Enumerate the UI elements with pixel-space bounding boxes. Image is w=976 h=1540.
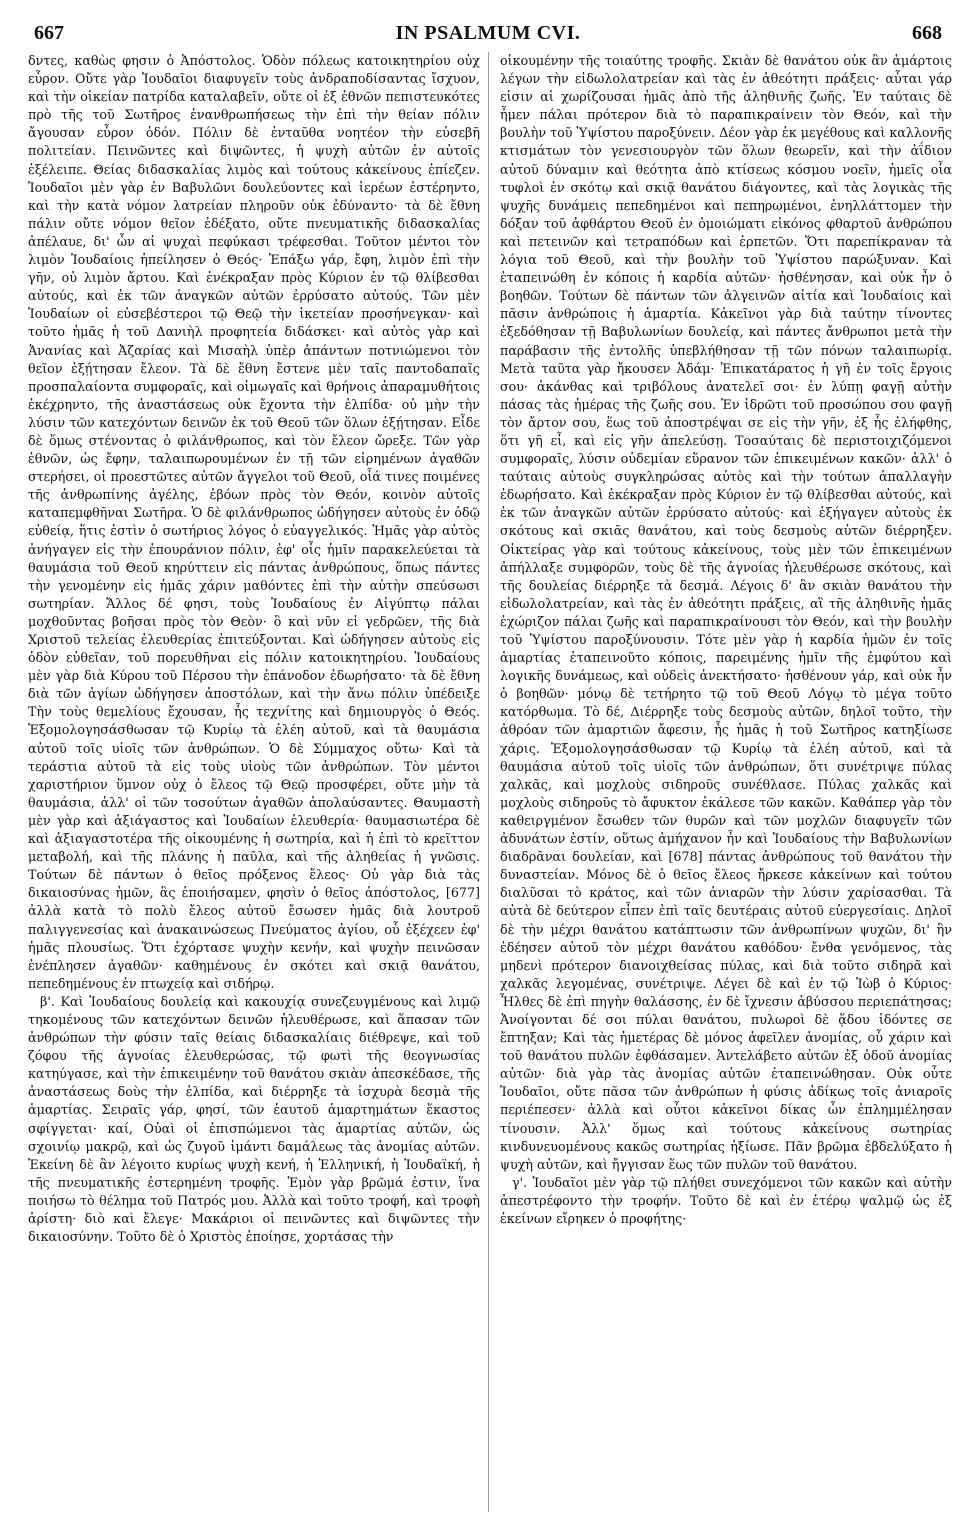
column-divider <box>488 52 489 1512</box>
running-title: IN PSALMUM CVI. <box>395 22 581 44</box>
page-header <box>20 20 956 50</box>
right-paragraph-1: οἰκουμένην τῆς τοιαύτης τροφῆς. Σκιὰν δὲ θανάτου οὐκ ἂν ἁμάρτοις λέγων τὴν εἰδωλολατρείαν καὶ τὰς ἐν ἀθεότητι πράξεις· αὗται γάρ εἰσιν αἱ χωρίζουσαι ἡμᾶς ἀπὸ τῆς ἀληθινῆς ζωῆς. Ἐν ταύταις δὲ ἦμεν πάλαι πρότερον διὰ τὸ παραπικραίνειν τὸν Θεόν, καὶ τὴν βουλὴν τοῦ Ὑψίστου παροξύνειν. Δέον γὰρ ἐκ μεγέθους καὶ καλλονῆς κτισμάτων τὸν γενεσιουργὸν τῶν ὅλων θεωρεῖν, καὶ τὴν ἀΐδιον αὐτοῦ δύναμιν καὶ θεότητα ἀπὸ κτίσεως κόσμου νοεῖν, ἡμεῖς οἷα τυφλοὶ ἐν σκότῳ καὶ σκιᾷ θανάτου διάγοντες, καὶ τὰς λογικὰς τῆς ψυχῆς δυνάμεις πεπεδημένοι καὶ πεπηρωμένοι, ἐνηλλάττομεν τὴν δόξαν τοῦ ἀφθάρτου Θεοῦ ἐν ὁμοιώματι εἰκόνος φθαρτοῦ ἀνθρώπου καὶ πετεινῶν καὶ τετραπόδων καὶ ἑρπετῶν. Ὅτι παρεπίκραναν τὰ λόγια τοῦ Θεοῦ, καὶ τὴν βουλὴν τοῦ Ὑψίστου παρώξυναν. Καὶ ἐταπεινώθη ἐν κόποις ἡ καρδία αὐτῶν· ἠσθένησαν, καὶ οὐκ ἦν ὁ βοηθῶν. Τούτων δὲ πάντων τῶν ἀλγεινῶν αἰτία καὶ Ἰουδαίοις καὶ πᾶσιν ἀνθρώποις ἡ ἁμαρτία. Κἀκεῖνοι γὰρ διὰ ταύτην τίνοντες ἐξεδόθησαν τῇ Βαβυλωνίων δουλείᾳ, καὶ πάντες ἄνθρωποι μετὰ τὴν παράβασιν τῆς ἐντολῆς ὑπεβλήθησαν τῇ τῶν πόνων ταλαιπωρίᾳ. Μετὰ ταῦτα γὰρ ἤκουσεν Ἀδάμ· Ἐπικατάρατος ἡ γῆ ἐν τοῖς ἔργοις σου· ἀκάνθας καὶ τριβόλους ἀνατελεῖ σοι· ἐν λύπῃ φαγῇ αὐτὴν πάσας τὰς ἡμέρας τῆς ζωῆς σου. Ἐν ἱδρῶτι τοῦ προσώπου σου φαγῇ τὸν ἄρτον σου, ἕως τοῦ ἀποστρέψαι σε εἰς τὴν γῆν, ἐξ ἧς ἐλήφθης, ὅτι γῆ εἶ, καὶ εἰς γῆν ἀπελεύσῃ. Τοσαύταις δὲ περιστοιχιζόμενοι συμφοραῖς, λύσιν οὐδεμίαν εὕρανον τῶν ἐπικειμένων κακῶν· ἀλλ' ὁ ταύταις αὐτοὺς συγκληρώσας αὐτὸς καὶ τὴν τούτων ἀπαλλαγὴν ἐδωρήσατο. Καὶ ἐκέκραξαν πρὸς Κύριον ἐν τῷ θλίβεσθαι αὐτούς, καὶ ἐκ τῶν ἀναγκῶν αὐτῶν ἐρρύσατο αὐτούς· καὶ ἐξήγαγεν αὐτοὺς ἐκ σκότους καὶ σκιᾶς θανάτου, καὶ τοὺς δεσμοὺς αὐτῶν διέρρηξεν. Οἰκτείρας γὰρ καὶ τούτους κἀκείνους, τοὺς μὲν τῶν ἐπικειμένων ἀπήλλαξε συμφορῶν, τοὺς δὲ τῆς ἀγνοίας ἠλευθέρωσε σκότους, καὶ τῆς δουλείας διέρρηξε τὰ δεσμά. Λέγοις δ' ἂν σκιὰν θανάτου τὴν εἰδωλολατρείαν, καὶ τὰς ἐν ἀθεότητι πράξεις, αἳ τῆς ἀληθινῆς ἡμᾶς ἐχώριζον πάλαι ζωῆς καὶ παραπικραίνουσι τὸν Θεόν, καὶ τὴν βουλὴν τοῦ Ὑψίστου παροξύνουσιν. Τότε μὲν γὰρ ἡ καρδία ἡμῶν ἐν τοῖς ἁμαρτίας ἐταπεινοῦτο κόποις, παρειμένης ἡμῖν τῆς ἐμφύτου καὶ λογικῆς δυνάμεως, καὶ οὐδεὶς ἀνεκτήσατο· ἠσθένουν γάρ, καὶ οὐκ ἦν ὁ βοηθῶν· μόνῳ δὲ τετήρητο τῷ τοῦ Θεοῦ Λόγῳ τὸ μέγα τοῦτο κατόρθωμα. Τὸ δέ, Διέρρηξε τοὺς δεσμοὺς αὐτῶν, δηλοῖ τοῦτο, τὴν ἀθρόαν τῶν ἁμαρτιῶν ἄφεσιν, ἧς ἡμᾶς ἡ τοῦ Σωτῆρος κατηξίωσε χάρις. Ἐξομολογησάσθωσαν τῷ Κυρίῳ τὰ ἐλέη αὐτοῦ, καὶ τὰ θαυμάσια αὐτοῦ τοῖς υἱοῖς τῶν ἀνθρώπων, ὅτι συνέτριψε πύλας χαλκᾶς, καὶ μοχλοὺς σιδηροῦς συνέθλασε. Πύλας χαλκᾶς καὶ μοχλοὺς σιδηροῦς τὸ ἄφυκτον ἐκάλεσε τῶν κακῶν. Καθάπερ γὰρ τὸν καθειργμένον ἔσωθεν τῶν θυρῶν καὶ τῶν μοχλῶν διαφυγεῖν τῶν ἀδυνάτων ἐστίν, οὕτως ἀμήχανον ἦν καὶ Ἰουδαίους τὴν Βαβυλωνίων διαδρᾶναι δουλείαν, καὶ [678] πάντας ἀνθρώπους τοῦ θανάτου τὴν δυναστείαν. Μόνος δὲ ὁ θεῖος ἔλεος ἤρκεσε κἀκείνων καὶ τούτου διαλῦσαι τὸ κράτος, καὶ τῶν ἀνιαρῶν τὴν λύσιν χαρίσασθαι. Τὰ αὐτὰ δὲ δεύτερον εἶπεν ἐπὶ ταῖς δευτέραις αὐτοῦ εὐεργεσίαις. Δηλοῖ δὲ τὴν μέχρι θανάτου κατάπτωσιν τῶν ἀνθρωπίνων ψυχῶν, δι' ἣν ἐδέησεν αὐτοῦ τὸν μέχρι θανάτου καθόδου· ἔνθα γενόμενος, τὰς μηδενὶ πρότερον διανοιχθείσας πύλας, καὶ διὰ τοῦτο σιδηρᾶ καὶ χαλκᾶς λεγομένας, συνέτριψε. Λέγει δὲ καὶ ἐν τῷ Ἰὼβ ὁ Κύριος· Ἦλθες δὲ ἐπὶ πηγὴν θαλάσσης, ἐν δὲ ἴχνεσιν ἀβύσσου περιεπάτησας; Ἀνοίγονται δέ σοι πύλαι θανάτου, πυλωροὶ δὲ ᾅδου ἰδόντες σε ἔπτηξαν; Καὶ τὰς ἡμετέρας δὲ μόνος ἀφεῖλεν ἀνομίας, οὗ χάριν καὶ τοῦ θανάτου πυλῶν ἐφθάσαμεν. Ἀντελάβετο αὐτῶν ἐξ ὁδοῦ ἀνομίας αὐτῶν· διὰ γὰρ τὰς ἀνομίας αὐτῶν ἐταπεινώθησαν. Οὐκ οὖτε Ἰουδαῖοι, οὔτε πᾶσα τῶν ἀνθρώπων ἡ φύσις ἀδίκως τοῖς ἀνιαροῖς περιέπεσεν· ἀλλὰ καὶ οὗτοι κἀκεῖνοι δίκας ὧν ἐπλημμέλησαν τίνουσιν. Ἀλλ' ὅμως καὶ τούτους κἀκείνους σωτηρίας κινδυνευομένους κακῶς σωτηρίας ἠξίωσε. Πᾶν βρῶμα ἐβδελύξατο ἡ ψυχὴ αὐτῶν, καὶ ἤγγισαν ἕως τῶν πυλῶν τοῦ θανάτου. <box>500 53 952 1172</box>
page-number-right: 668 <box>912 22 942 44</box>
right-column <box>500 52 952 1524</box>
left-column <box>28 52 480 1524</box>
page-number-left: 667 <box>34 22 64 44</box>
right-paragraph-2: γ'. Ἰουδαῖοι μὲν γὰρ τῷ πλήθει συνεχόμενοι τῶν κακῶν καὶ αὐτὴν ἀπεστρέφοντο τὴν τροφήν. Τοῦτο δὲ καὶ ἐν ἑτέρῳ ψαλμῷ ὡς ἐξ ἐκείνων εἴρηκεν ὁ προφήτης· <box>500 1174 952 1226</box>
left-paragraph-2: β'. Καὶ Ἰουδαίους δουλείᾳ καὶ κακουχίᾳ συνεζευγμένους καὶ λιμῷ τηκομένους τῶν κατεχόντων δεινῶν ἠλευθέρωσε, καὶ ἅπασαν τῶν ἀνθρώπων τὴν φύσιν ταῖς θείαις διδασκαλίαις διέθρεψε, καὶ τοῦ ζόφου τῆς ἀγνοίας ἐλευθερώσας, τῷ φωτὶ τῆς θεογνωσίας κατηύγασε, καὶ τὴν ἐπικειμένην τοῦ θανάτου σκιὰν ἀπεσκέδασε, τῆς ἀναστάσεως δοὺς τὴν ἐλπίδα, καὶ διέρρηξε τὰ ἰσχυρὰ δεσμὰ τῆς ἁμαρτίας. Σειραῖς γάρ, φησί, τῶν ἑαυτοῦ ἁμαρτημάτων ἕκαστος σφίγγεται· καί, Οὐαὶ οἱ ἐπισπώμενοι τὰς ἁμαρτίας αὐτῶν, ὡς σχοινίῳ μακρῷ, καὶ ὡς ζυγοῦ ἱμάντι δαμάλεως τὰς ἀνομίας αὐτῶν. Ἐκείνη δὲ ἂν λέγοιτο κυρίως ψυχὴ κενή, ἡ Ἑλληνική, ἡ Ἰουδαϊκή, ἡ τῆς πνευματικῆς ἐστερημένη τροφῆς. Ἐμὸν γὰρ βρῶμά ἐστιν, ἵνα ποιήσω τὸ θέλημα τοῦ Πατρός μου. Ἀλλὰ καὶ τοῦτο τροφή, καὶ τροφὴ ἀρίστη· διὸ καὶ ἔλεγε· Μακάριοι οἱ πεινῶντες καὶ διψῶντες τὴν δικαιοσύνην. Τοῦτο δὲ ὁ Χριστὸς ἐποίησε, χορτάσας τὴν <box>28 993 480 1245</box>
left-paragraph-1: δντες, καθὼς φησιν ὁ Ἀπόστολος. Ὁδὸν πόλεως κατοικητηρίου οὐχ εὗρον. Οὔτε γὰρ Ἰουδαῖοι διαφυγεῖν τοὺς ἀνδραποδίσαντας ἴσχυον, καὶ τὴν οἰκείαν πατρίδα καταλαβεῖν, οὔτε οἱ ἐξ ἐθνῶν πεπιστευκότες πρὸ τῆς τοῦ Σωτῆρος ἐνανθρωπήσεως τὴν ἐπὶ τὴν θείαν πόλιν ἄγουσαν εὗρον ὁδόν. Πόλιν δὲ ἐνταῦθα νοητέον τὴν εὐσεβῆ πολιτείαν. Πεινῶντες καὶ διψῶντες, ἡ ψυχὴ αὐτῶν ἐν αὐτοῖς ἐξέλειπε. Θείας διδασκαλίας λιμὸς καὶ τούτους κἀκείνους ἐπίεζεν. Ἰουδαῖοι μὲν γὰρ ἐν Βαβυλῶνι δουλεύοντες καὶ ἱερέων ἐστέρηντο, καὶ τὴν κατὰ νόμον λατρείαν πληροῦν οὐκ ἐδύναντο· τὰ δὲ ἔθνη πάλιν οὔτε νόμον θεῖον ἐδέξατο, οὔτε πνευματικῆς διδασκαλίας ἀπέλαυε, δι' ὧν αἱ ψυχαὶ πεφύκασι τρέφεσθαι. Τοῦτον μέντοι τὸν λιμὸν Ἰουδαίοις ἠπείλησεν ὁ Θεός· Ἐπάξω γάρ, ἔφη, λιμὸν ἐπὶ τὴν γῆν, οὐ λιμὸν ἄρτου. Καὶ ἐνέκραξαν πρὸς Κύριον ἐν τῷ θλίβεσθαι αὐτούς, καὶ ἐκ τῶν ἀναγκῶν αὐτῶν ἐρρύσατο αὐτούς. Τῶν μὲν Ἰουδαίων οἱ εὐσεβέστεροι τῷ Θεῷ τὴν ἱκετείαν προσήνεγκαν· καὶ τοῦτο ἡμᾶς ἡ τοῦ Δανιὴλ προφητεία διδάσκει· καὶ αὐτὸς γὰρ καὶ Ἀνανίας καὶ Ἀζαρίας καὶ Μισαὴλ ὑπὲρ ἁπάντων ποτνιώμενοι τὸν θεῖον ἐξῄτησαν ἔλεον. Τὰ δὲ ἔθνη ἔστενε μὲν ταῖς παντοδαπαῖς προσπαλαίοντα συμφοραῖς, καὶ οἰμωγαῖς καὶ θρήνοις ἀπαραμυθήτοις ἐκέχρηντο, τῆς ἀναστάσεως οὐκ ἔχοντα τὴν ἐλπίδα· οὐ μὴν τὴν λύσιν τῶν κατεχόντων δεινῶν ἐκ τοῦ Θεοῦ τῶν ὅλων ἐξῄτησαν. Εἶδε δὲ ὅμως στένοντας ὁ φιλάνθρωπος, καὶ τὸν ἔλεον ὤρεξε. Τῶν γὰρ ἐθνῶν, ὡς ἔφην, ταλαιπωρουμένων ἐν τῇ τῶν εἰρημένων ἀγαθῶν στερήσει, οἱ προεστῶτες αὐτῶν ἄγγελοι τοῦ Θεοῦ, οἷά τινες ποιμένες τῆς ἀνθρωπίνης ἀγέλης, ἐβόων πρὸς τὸν Θεόν, κοινὸν αὐτοῖς καταπεμφθῆναι Σωτῆρα. Ὁ δὲ φιλάνθρωπος ὡδήγησεν αὐτοὺς ἐν ὁδῷ εὐθείᾳ, ἥτις ἐστὶν ὁ σωτήριος λόγος ὁ εὐαγγελικός. Ἡμᾶς γὰρ αὐτὸς ἀνήγαγεν εἰς τὴν ἐπουράνιον πόλιν, ἐφ' οἷς ἡμῖν παρακελεύεται τὰ θαυμάσια τοῦ Θεοῦ κηρύττειν εἰς πάντας ἀνθρώπους, ὅπως πάντες τὴν γενομένην εἰς ἡμᾶς χάριν μαθόντες ἐπὶ τὴν αὐτὴν σπεύσωσι σωτηρίαν. Ἄλλος δέ φησι, τοὺς Ἰουδαίους ἐν Αἰγύπτῳ πάλαι μοχθοῦντας βοῆσαι πρὸς τὸν Θεὸν· ὃ καὶ νῦν εἰ γεδρῶεν, τῆς διὰ Χριστοῦ τελείας ἐλευθερίας ἐπιτεύξονται. Καὶ ὡδήγησεν αὐτοὺς εἰς ὁδὸν εὐθεῖαν, τοῦ πορευθῆναι εἰς πόλιν κατοικητηρίου. Ἰουδαίους μὲν γὰρ διὰ Κύρου τοῦ Πέρσου τὴν ἐπάνοδον ἐδωρήσατο· τὰ δὲ ἔθνη διὰ τῶν ἁγίων ὡδήγησεν ἀποστόλων, καὶ τὴν ἄνω πόλιν ὑπέδειξε Τὴν τοὺς θεμελίους ἔχουσαν, ἧς τεχνίτης καὶ δημιουργὸς ὁ Θεός. Ἐξομολογησάσθωσαν τῷ Κυρίῳ τὰ ἐλέη αὐτοῦ, καὶ τὰ θαυμάσια αὐτοῦ τοῖς υἱοῖς τῶν ἀνθρώπων. Ὁ δὲ Σύμμαχος οὕτω· Καὶ τὰ τεράστια αὐτοῦ τὰ εἰς τοὺς υἱοὺς τῶν ἀνθρώπων. Τὸν μέντοι χαριστήριον ὕμνον οὐχ ὁ ἔλεος τῷ Θεῷ προσφέρει, οὔτε μὴν τὰ θαυμάσια, ἀλλ' οἱ τῶν τοσούτων ἀγαθῶν ἀπολαύσαντες. Θαυμαστὴ μὲν γὰρ καὶ ἀξιάγαστος καὶ Ἰουδαίων ἐλευθερία· θαυμασιωτέρα δὲ καὶ ἀξιαγαστοτέρα τῆς οἰκουμένης ἡ σωτηρία, καὶ ἡ ἐπὶ τὸ κρεῖττον μεταβολή, καὶ τῆς πλάνης ἡ παῦλα, καὶ τῆς ἀληθείας ἡ γνῶσις. Τούτων δὲ πάντων ὁ θεῖος πρόξενος ἔλεος· Οὐ γὰρ διὰ τὰς δικαιοσύνας ἡμῶν, ἃς ἐποιήσαμεν, φησὶν ὁ θεῖος ἀπόστολος, [677] ἀλλὰ κατὰ τὸ πολὺ ἔλεος αὐτοῦ ἔσωσεν ἡμᾶς διὰ λουτροῦ παλιγγενεσίας καὶ ἀνακαινώσεως Πνεύματος ἁγίου, οὗ ἐξέχεεν ἐφ' ἡμᾶς πλουσίως. Ὅτι ἐχόρτασε ψυχὴν κενήν, καὶ ψυχὴν πεινῶσαν ἐνέπλησεν ἀγαθῶν· καθημένους ἐν σκότει καὶ σκιᾷ θανάτου, πεπεδημένους ἐν πτωχείᾳ καὶ σιδήρῳ. <box>28 53 480 991</box>
